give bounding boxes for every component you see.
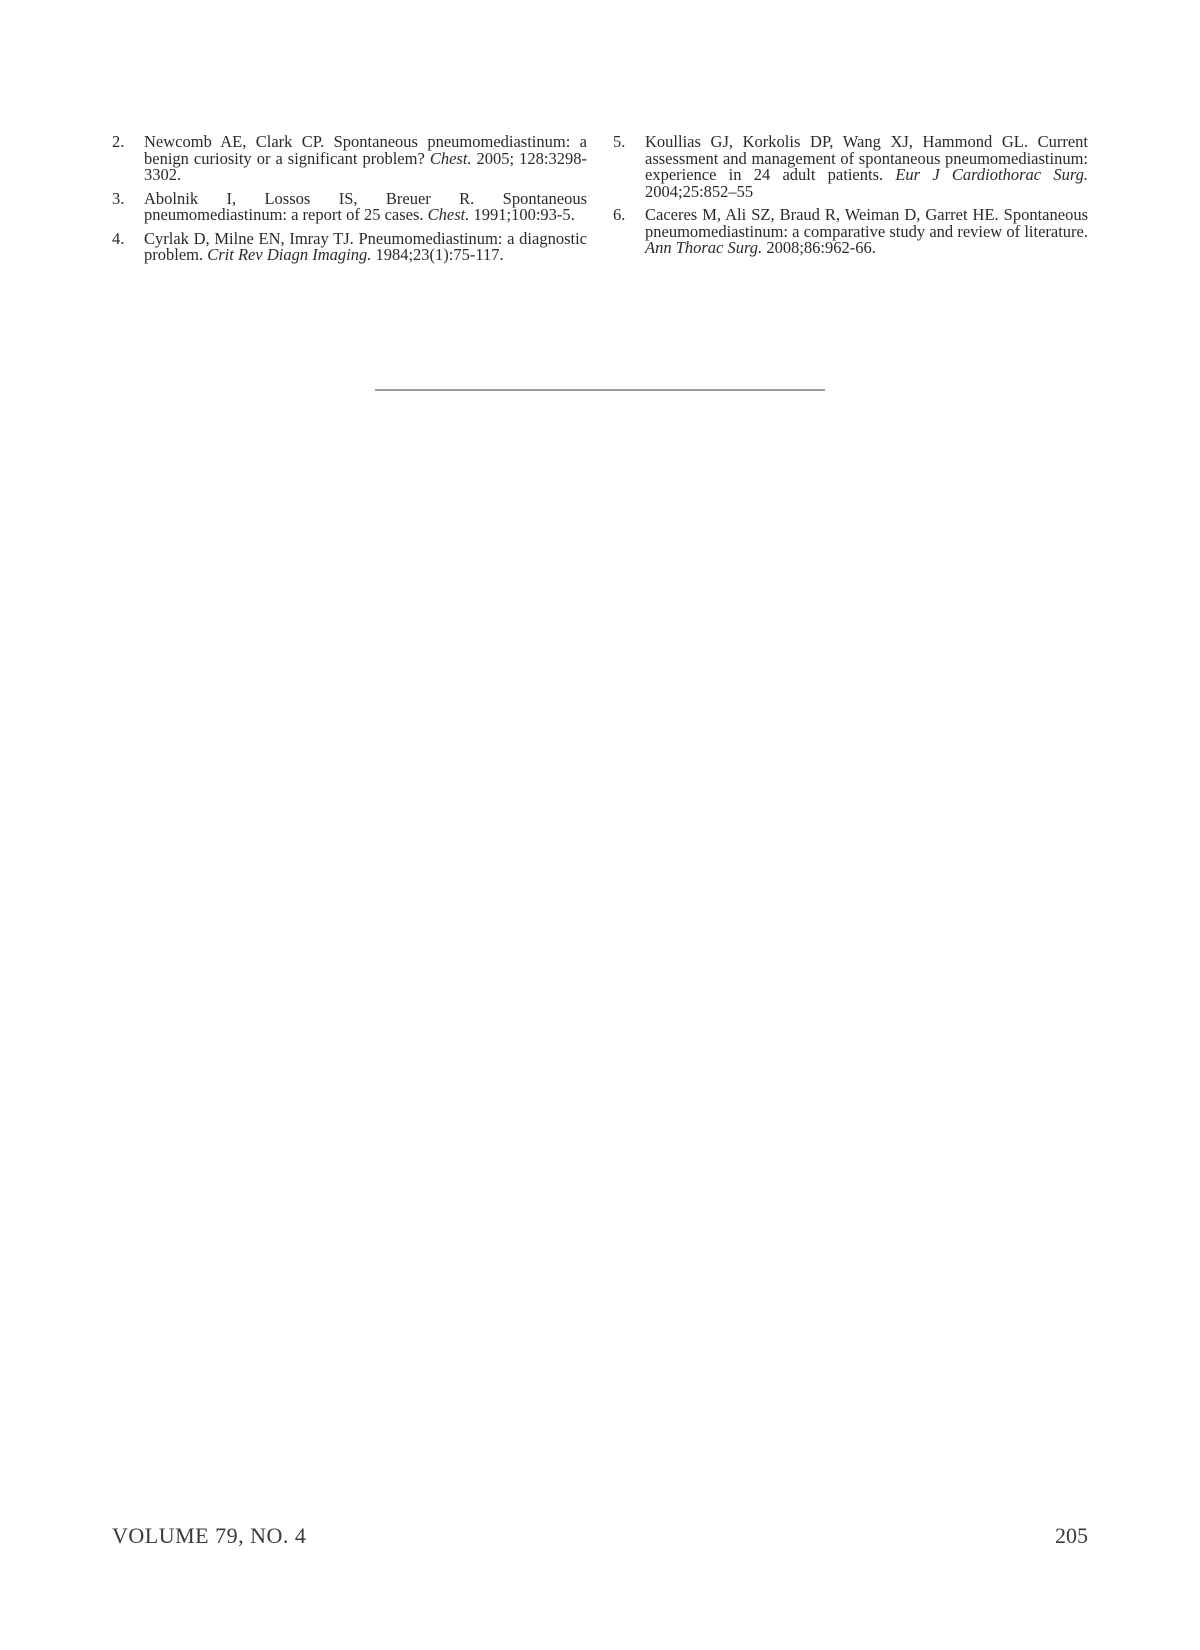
reference-number: 6. [613, 205, 626, 224]
reference-citation: 2008;86:962-66. [762, 238, 876, 257]
reference-item [112, 134, 587, 184]
section-divider [375, 389, 825, 391]
reference-journal: Chest. [427, 205, 470, 224]
reference-journal: Ann Thorac Surg. [645, 238, 763, 257]
footer-page-number: 205 [1055, 1523, 1088, 1548]
reference-journal: Crit Rev Diagn Imaging. [207, 245, 372, 264]
reference-item [112, 188, 587, 224]
reference-item [613, 207, 1088, 257]
reference-item [613, 134, 1088, 200]
reference-authors-title: Koullias GJ, Korkolis DP, Wang XJ, Hammond GL. Current assessment and management of spontaneous pneumomediastinum: experience in 24 adult patients. [645, 132, 1088, 184]
reference-number: 2. [112, 132, 125, 151]
reference-journal: Eur J Cardiothorac Surg. [895, 165, 1088, 184]
reference-text [144, 188, 587, 224]
footer-volume: VOLUME 79, NO. 4 [112, 1523, 307, 1548]
reference-text [144, 134, 587, 184]
references-right-column [613, 134, 1088, 271]
reference-item [112, 228, 587, 264]
reference-citation: 2005; 128:3298-3302. [144, 148, 587, 184]
reference-number: 5. [613, 132, 626, 151]
reference-authors-title: Caceres M, Ali SZ, Braud R, Weiman D, Garret HE. Spontaneous pneumomediastinum: a comparative study and review of literature. [645, 205, 1088, 241]
reference-text [645, 134, 1088, 200]
reference-text [144, 228, 587, 264]
reference-number: 4. [112, 228, 125, 248]
reference-number: 3. [112, 188, 125, 208]
reference-authors-title: Abolnik I, Lossos IS, Breuer R. Spontaneous pneumomediastinum: a report of 25 cases. [144, 188, 587, 224]
reference-citation: 1984;23(1):75-117. [371, 245, 504, 264]
references-section [112, 134, 1088, 271]
reference-text [645, 207, 1088, 257]
reference-citation: 1991;100:93-5. [469, 205, 575, 224]
reference-journal: Chest. [429, 148, 472, 168]
references-left-column [112, 134, 587, 271]
reference-authors-title: Newcomb AE, Clark CP. Spontaneous pneumomediastinum: a benign curiosity or a significant problem? [144, 132, 587, 168]
reference-citation: 2004;25:852–55 [645, 181, 754, 201]
reference-authors-title: Cyrlak D, Milne EN, Imray TJ. Pneumomediastinum: a diagnostic problem. [144, 228, 587, 264]
